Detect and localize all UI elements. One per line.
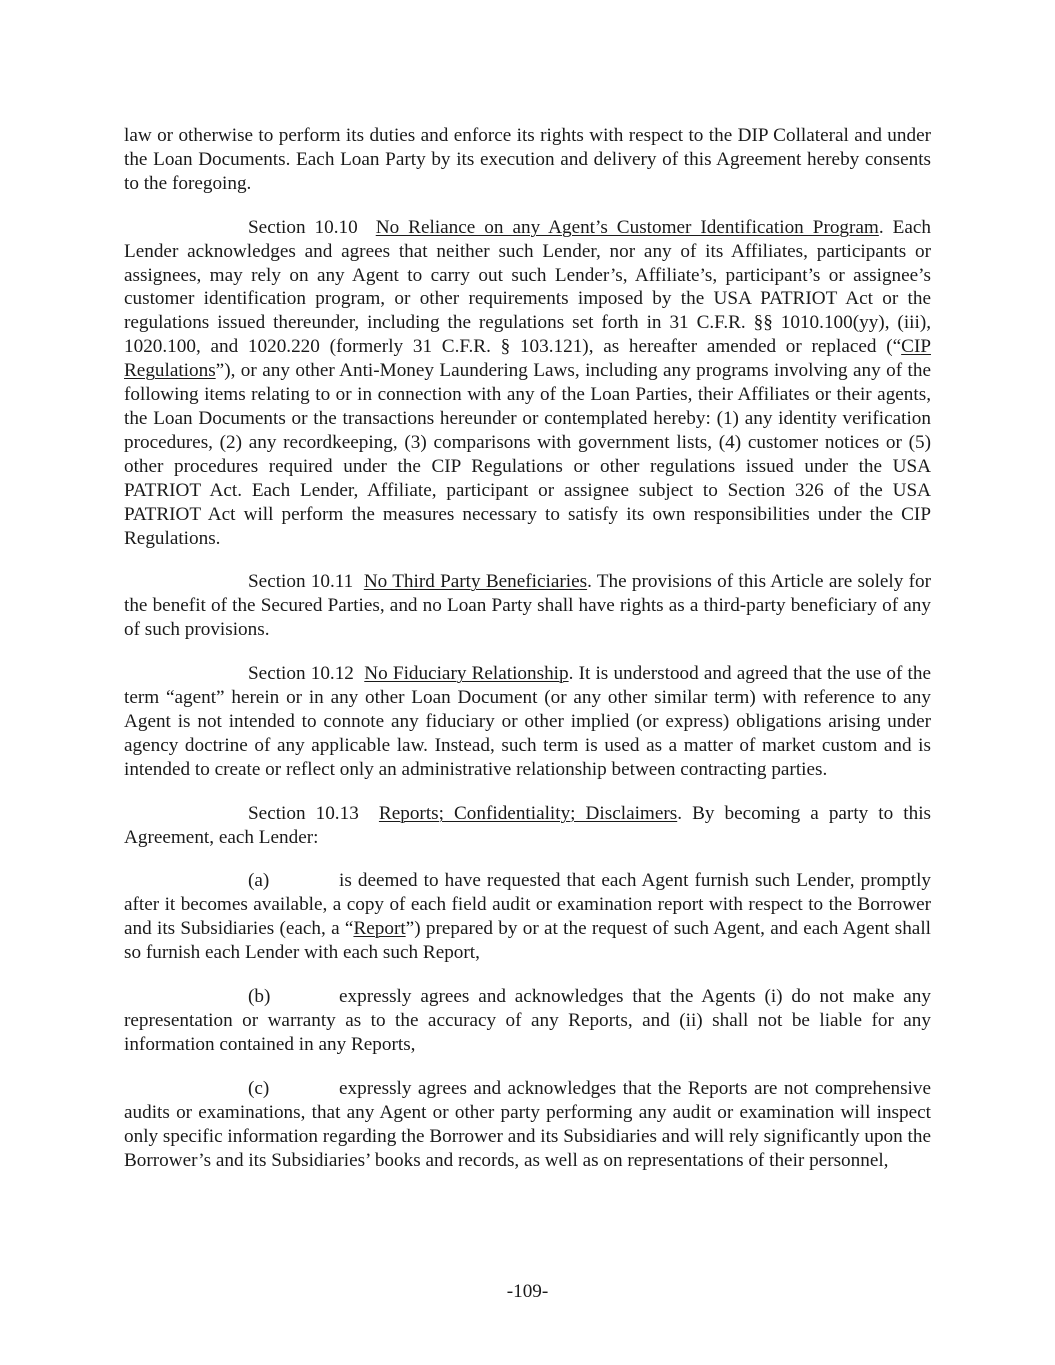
section-10-12 — [124, 662, 931, 782]
item-text: expressly agrees and acknowledges that the Agents (i) do not make any representation or warranty as to the accuracy of any Reports, and (ii) shall not be liable for any information contained in any Reports, — [124, 986, 931, 1055]
defined-term-cip-regulations: CIP Regulations — [124, 336, 931, 382]
item-label: (b) — [248, 986, 271, 1008]
list-item-c — [124, 1077, 931, 1173]
item-label: (a) — [248, 870, 270, 892]
section-title: No Fiduciary Relationship — [364, 663, 569, 685]
item-text: expressly agrees and acknowledges that the Reports are not comprehensive audits or examinations, that any Agent or other party performing any audit or examination will inspect only specific information regarding the Borrower and its Subsidiaries and will rely significantly upon the Borrower’s and its Subsidiaries’ books and records, as well as on representations of their personnel, — [124, 1077, 931, 1171]
section-body-continued: ”), or any other Anti-Money Laundering Laws, including any programs involving any of the following items relating to or in connection with any of the Loan Parties, their Affiliates or their agents, the Loan Documents or the transactions hereunder or contemplated hereby: (1) any identity verification procedures, (2) any recordkeeping, (3) comparisons with government lists, (4) customer notices or (5) other procedures required under the CIP Regulations or other regulations issued under the USA PATRIOT Act. Each Lender, Affiliate, participant or assignee subject to Section 326 of the USA PATRIOT Act will perform the measures necessary to satisfy its own responsibilities under the CIP Regulations. — [124, 360, 931, 549]
section-body: . It is understood and agreed that the use of the term “agent” herein or in any other Loan Document (or any other similar term) with reference to any Agent is not intended to connote any fiduciary or other implied (or express) obligations arising under agency doctrine of any applicable law. Instead, such term is used as a matter of market custom and is intended to create or reflect only an administrative relationship between contracting parties. — [124, 663, 931, 780]
item-label: (c) — [248, 1077, 270, 1099]
section-number: Section 10.12 — [248, 663, 354, 685]
section-10-13 — [124, 802, 931, 850]
defined-term-report: Report — [353, 918, 406, 940]
section-title: No Third Party Beneficiaries — [363, 571, 588, 593]
item-text: is deemed to have requested that each Agent furnish such Lender, promptly after it becomes available, a copy of each field audit or examination report with respect to the Borrower and its Subsidiaries (each, a “ — [124, 870, 931, 940]
list-item-b — [124, 985, 931, 1057]
section-body: . The provisions of this Article are solely for the benefit of the Secured Parties, and no Loan Party shall have rights as a third-party beneficiary of any of such provisions. — [124, 571, 932, 641]
section-number: Section 10.10 — [248, 216, 358, 238]
section-title: No Reliance on any Agent’s Customer Identification Program — [375, 216, 879, 238]
section-body: . Each Lender acknowledges and agrees that neither such Lender, nor any of its Affiliates, participants or assignees, may rely on any Agent to carry out such Lender’s, Affiliate’s, participant’s or assignee’s customer identification program, or other requirements imposed by the USA PATRIOT Act or the regulations issued thereunder, including the regulations set forth in 31 C.F.R. §§ 1010.100(yy), (iii), 1020.100, and 1020.220 (formerly 31 C.F.R. § 103.121), as hereafter amended or replaced (“ — [124, 216, 932, 358]
section-10-11 — [124, 570, 931, 642]
intro-paragraph: law or otherwise to perform its duties and enforce its rights with respect to the DIP Collateral and under the Loan Documents. Each Loan Party by its execution and delivery of this Agreement hereby consents to the foregoing. — [124, 125, 931, 194]
section-number: Section 10.13 — [248, 802, 359, 824]
document-page — [124, 124, 931, 1192]
section-body: . By becoming a party to this Agreement, each Lender: — [124, 802, 931, 848]
section-10-10 — [124, 216, 931, 551]
item-text-continued: ”) prepared by or at the request of such Agent, and each Agent shall so furnish each Lender with each such Report, — [124, 918, 931, 964]
section-title: Reports; Confidentiality; Disclaimers — [378, 802, 678, 824]
page-number: -109- — [506, 1281, 549, 1302]
section-number: Section 10.11 — [248, 571, 354, 593]
list-item-a — [124, 869, 931, 965]
